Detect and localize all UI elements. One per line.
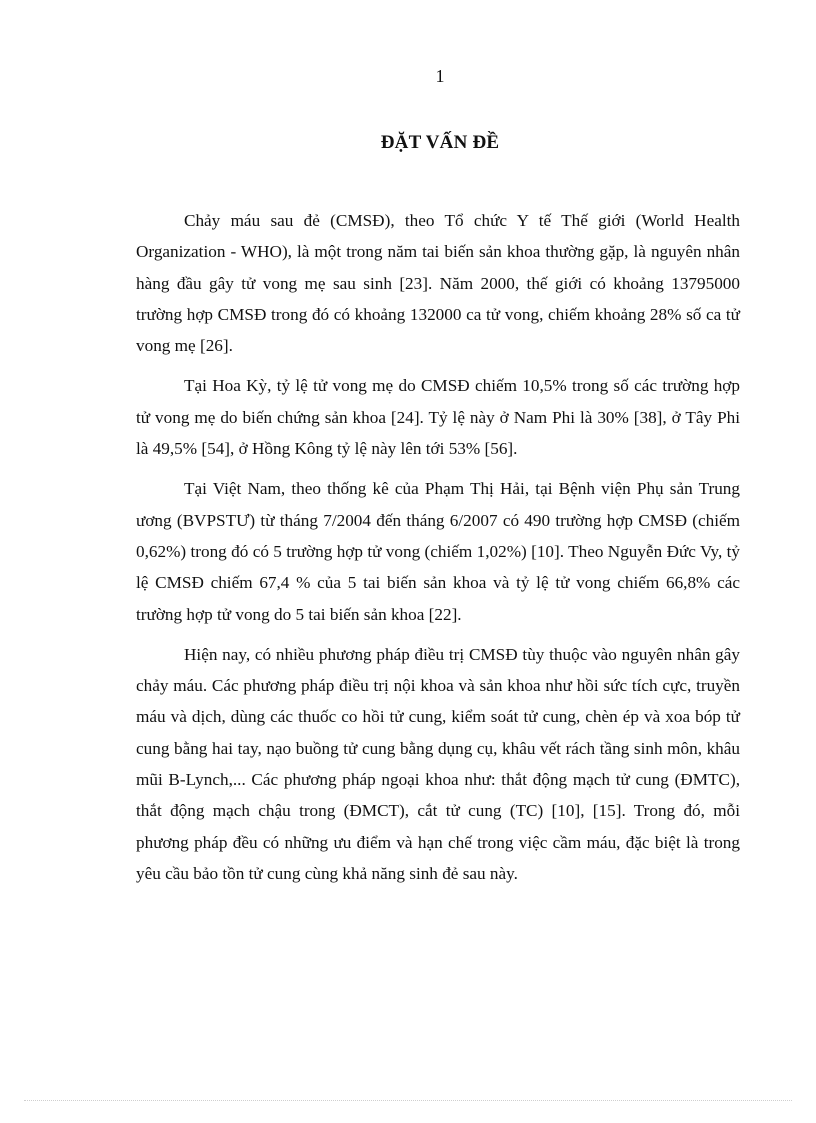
paragraph-4: Hiện nay, có nhiều phương pháp điều trị CMSĐ tùy thuộc vào nguyên nhân gây chảy máu. Các phương pháp điều trị nội khoa và sản khoa như hồi sức tích cực, truyền máu và dịch, dùng các thuốc co hồi tử cung, kiểm soát tử cung, chèn ép và xoa bóp tử cung bằng hai tay, nạo buồng tử cung bằng dụng cụ, khâu vết rách tầng sinh môn, khâu mũi B-Lynch,... Các phương pháp ngoại khoa như: thắt động mạch tử cung (ĐMTC), thắt động mạch chậu trong (ĐMCT), cắt tử cung (TC) [10], [15]. Trong đó, mỗi phương pháp đều có những ưu điểm và hạn chế trong việc cầm máu, đặc biệt là trong yêu cầu bảo tồn tử cung cùng khả năng sinh đẻ sau này. xyxy=(136,644,740,883)
body-text xyxy=(136,205,740,898)
paragraph-3: Tại Việt Nam, theo thống kê của Phạm Thị Hải, tại Bệnh viện Phụ sản Trung ương (BVPSTƯ) từ tháng 7/2004 đến tháng 6/2007 có 490 trường hợp CMSĐ (chiếm 0,62%) trong đó có 5 trường hợp tử vong (chiếm 1,02%) [10]. Theo Nguyễn Đức Vy, tỷ lệ CMSĐ chiếm 67,4 % của 5 tai biến sản khoa và tỷ lệ tử vong chiếm 66,8% các trường hợp tử vong do 5 tai biến sản khoa [22]. xyxy=(136,479,740,624)
page-number: 1 xyxy=(435,66,445,86)
paragraph-2: Tại Hoa Kỳ, tỷ lệ tử vong mẹ do CMSĐ chiếm 10,5% trong số các trường hợp tử vong mẹ do biến chứng sản khoa [24]. Tỷ lệ này ở Nam Phi là 30% [38], ở Tây Phi là 49,5% [54], ở Hồng Kông tỷ lệ này lên tới 53% [56]. xyxy=(136,376,740,459)
paragraph-1: Chảy máu sau đẻ (CMSĐ), theo Tổ chức Y tế Thế giới (World Health Organization - WHO), là một trong năm tai biến sản khoa thường gặp, là nguyên nhân hàng đầu gây tử vong mẹ sau sinh [23]. Năm 2000, thế giới có khoảng 13795000 trường hợp CMSĐ trong đó có khoảng 132000 ca tử vong, chiếm khoảng 28% số ca tử vong mẹ [26]. xyxy=(136,211,740,356)
page-bottom-divider xyxy=(24,1100,792,1101)
page-title: ĐẶT VẤN ĐỀ xyxy=(380,132,500,153)
